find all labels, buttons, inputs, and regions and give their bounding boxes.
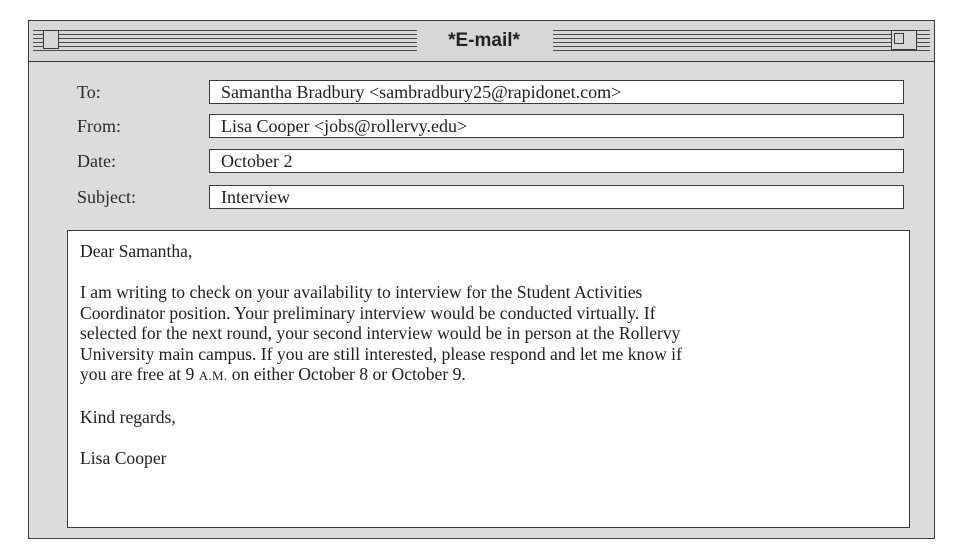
from-field[interactable]: Lisa Cooper <jobs@rollervy.edu> (209, 114, 904, 138)
window-title: *E-mail* (419, 30, 549, 52)
paragraph-line: I am writing to check on your availability to interview for the Student Activities (80, 282, 643, 302)
from-row (29, 114, 934, 138)
zoom-box-icon[interactable] (891, 30, 917, 50)
subject-row (29, 185, 934, 209)
date-row (29, 149, 934, 173)
date-field[interactable]: October 2 (209, 149, 904, 173)
close-box-icon[interactable] (43, 30, 59, 49)
title-bar[interactable] (29, 21, 934, 62)
paragraph-line: University main campus. If you are still interested, please respond and let me know if (80, 343, 682, 364)
message-paragraph (80, 282, 897, 387)
closing: Kind regards, (80, 407, 176, 427)
paragraph-last-line (80, 364, 897, 387)
subject-label: Subject: (77, 187, 136, 207)
last-line-start: you are free at 9 (80, 364, 199, 384)
title-bar-stripes-right (553, 30, 930, 51)
email-window (28, 20, 935, 539)
signature: Lisa Cooper (80, 448, 167, 468)
subject-field[interactable]: Interview (209, 185, 904, 209)
date-label: Date: (77, 151, 116, 171)
to-row (29, 80, 934, 104)
paragraph-line: selected for the next round, your second interview would be in person at the Rollervy (80, 323, 681, 343)
last-line-end: on either October 8 or October 9. (227, 364, 466, 384)
to-label: To: (77, 82, 101, 102)
paragraph-line: Coordinator position. Your preliminary interview would be conducted virtually. If (80, 302, 656, 323)
from-label: From: (77, 116, 122, 136)
time-am: A.M. (198, 368, 228, 383)
message-body[interactable] (67, 230, 910, 528)
greeting: Dear Samantha, (80, 241, 193, 261)
title-bar-stripes-left (33, 30, 417, 51)
to-field[interactable]: Samantha Bradbury <sambradbury25@rapidonet.com> (209, 80, 904, 104)
